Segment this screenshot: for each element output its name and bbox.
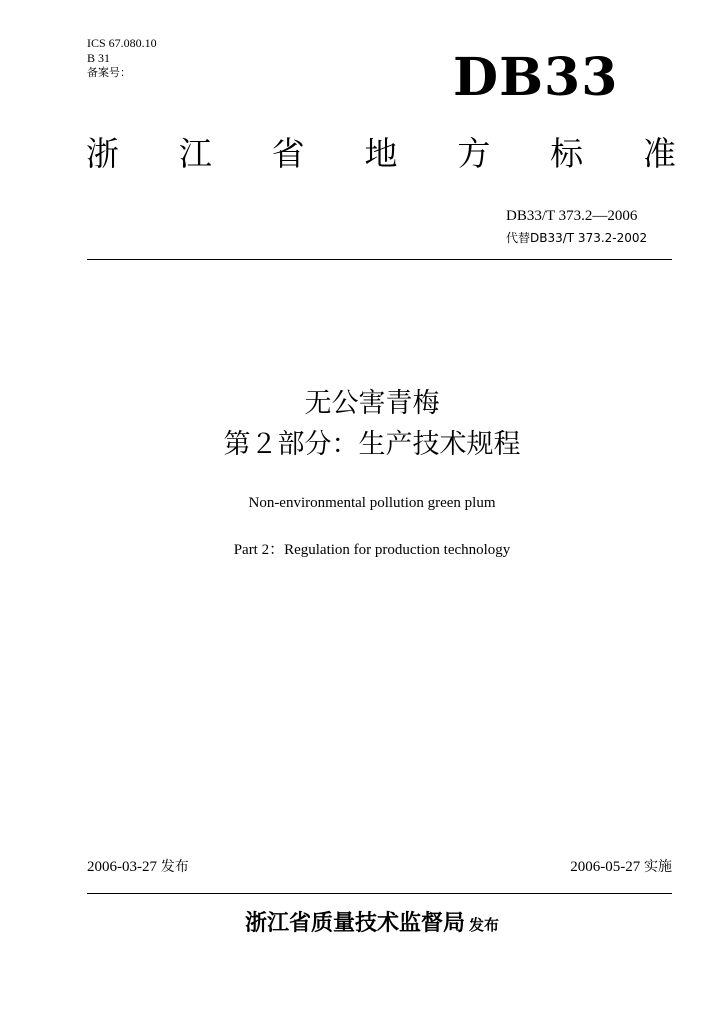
implement-label: 实施 — [644, 859, 672, 875]
standard-type-heading — [86, 133, 676, 175]
standard-type-char: 江 — [178, 134, 212, 173]
replaces-standard: 代替DB33/T 373.2-2002 — [506, 231, 648, 245]
issue-date: 2006-03-27 — [87, 859, 157, 875]
implement-date: 2006-05-27 — [570, 859, 641, 875]
classification-code: B 31 — [87, 51, 111, 65]
issue-date-line — [87, 857, 189, 877]
standard-type-char: 准 — [642, 134, 676, 173]
title-english-line-1: Non-environmental pollution green plum — [248, 495, 496, 511]
standard-type-char: 浙 — [86, 134, 119, 173]
issuer-line — [0, 908, 724, 941]
standard-type-char: 方 — [457, 134, 491, 173]
ics-code: ICS 67.080.10 — [87, 36, 157, 50]
standard-type-char: 省 — [271, 134, 305, 173]
bottom-divider — [87, 893, 672, 894]
standard-type-char: 标 — [550, 134, 584, 173]
title-chinese-line-1: 无公害青梅 — [304, 388, 440, 419]
record-number-label: 备案号： — [87, 66, 131, 79]
title-english-line-2: Part 2：Regulation for production technology — [233, 542, 511, 558]
top-divider — [87, 259, 672, 260]
implement-date-line — [570, 857, 672, 877]
issuer-name: 浙江省质量技术监督局 — [244, 911, 465, 936]
issuer-suffix: 发布 — [469, 916, 500, 934]
standard-number: DB33/T 373.2—2006 — [506, 208, 638, 224]
standard-type-char: 地 — [364, 134, 398, 173]
title-chinese-line-2: 第２部分：生产技术规程 — [223, 429, 521, 460]
issue-label: 发布 — [160, 859, 189, 875]
standard-mark: DB33 — [453, 47, 619, 108]
